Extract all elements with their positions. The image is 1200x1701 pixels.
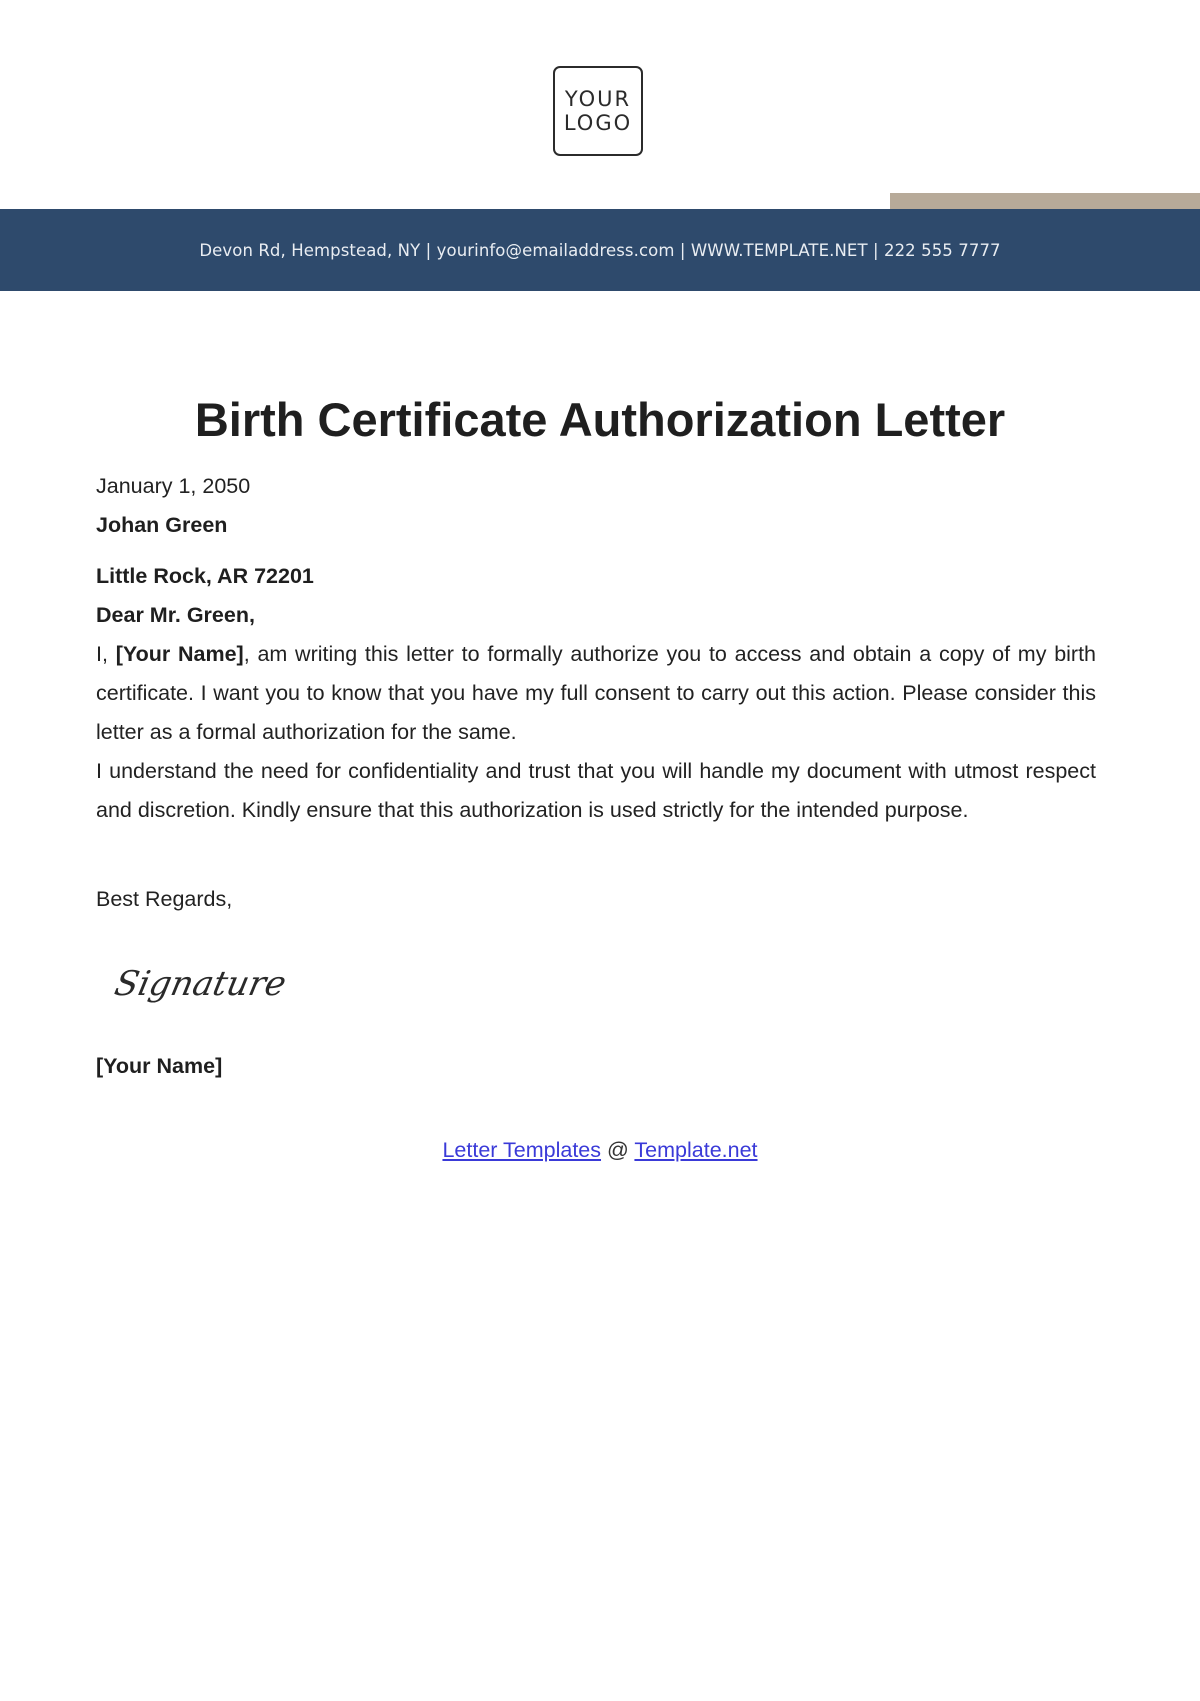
header-accent-bar: [890, 193, 1200, 210]
logo-line-1: YOUR: [564, 87, 632, 111]
paragraph-1-prefix: I,: [96, 642, 116, 666]
salutation: Dear Mr. Green,: [96, 603, 255, 627]
letter-title: Birth Certificate Authorization Letter: [194, 393, 1006, 446]
signature-script-text: Signature: [111, 964, 290, 1004]
closing: Best Regards,: [96, 887, 233, 911]
company-logo: [553, 66, 643, 156]
header-band: [0, 209, 1200, 291]
letter-body: [96, 467, 1096, 1086]
letter-date: January 1, 2050: [96, 474, 251, 498]
header-contact-info: Devon Rd, Hempstead, NY | yourinfo@emailaddress.com | WWW.TEMPLATE.NET | 222 555 7777: [199, 240, 1001, 260]
recipient-name: Johan Green: [96, 513, 228, 537]
sender-name: [Your Name]: [96, 1054, 223, 1078]
template-net-link[interactable]: Template.net: [634, 1138, 758, 1162]
paragraph-1-text: , am writing this letter to formally authorize you to access and obtain a copy of my birth certificate. I want you to know that you have my full consent to carry out this action. Please consider this letter as a formal authorization for the same.: [96, 642, 1097, 744]
paragraph-1: [96, 635, 1096, 752]
paragraph-2: I understand the need for confidentiality and trust that you will handle my document with utmost respect and discretion. Kindly ensure that this authorization is used strictly for the intended purpose.: [96, 759, 1096, 822]
recipient-address: Little Rock, AR 72201: [96, 564, 314, 588]
logo-line-2: LOGO: [563, 111, 633, 135]
letter-templates-link[interactable]: Letter Templates: [442, 1138, 602, 1162]
footer-separator: @: [607, 1138, 629, 1162]
signature-image: [111, 953, 1096, 1023]
signature-script-icon: [111, 953, 290, 1013]
footer-links: [0, 1138, 1200, 1163]
paragraph-1-name-placeholder: [Your Name]: [115, 642, 244, 666]
